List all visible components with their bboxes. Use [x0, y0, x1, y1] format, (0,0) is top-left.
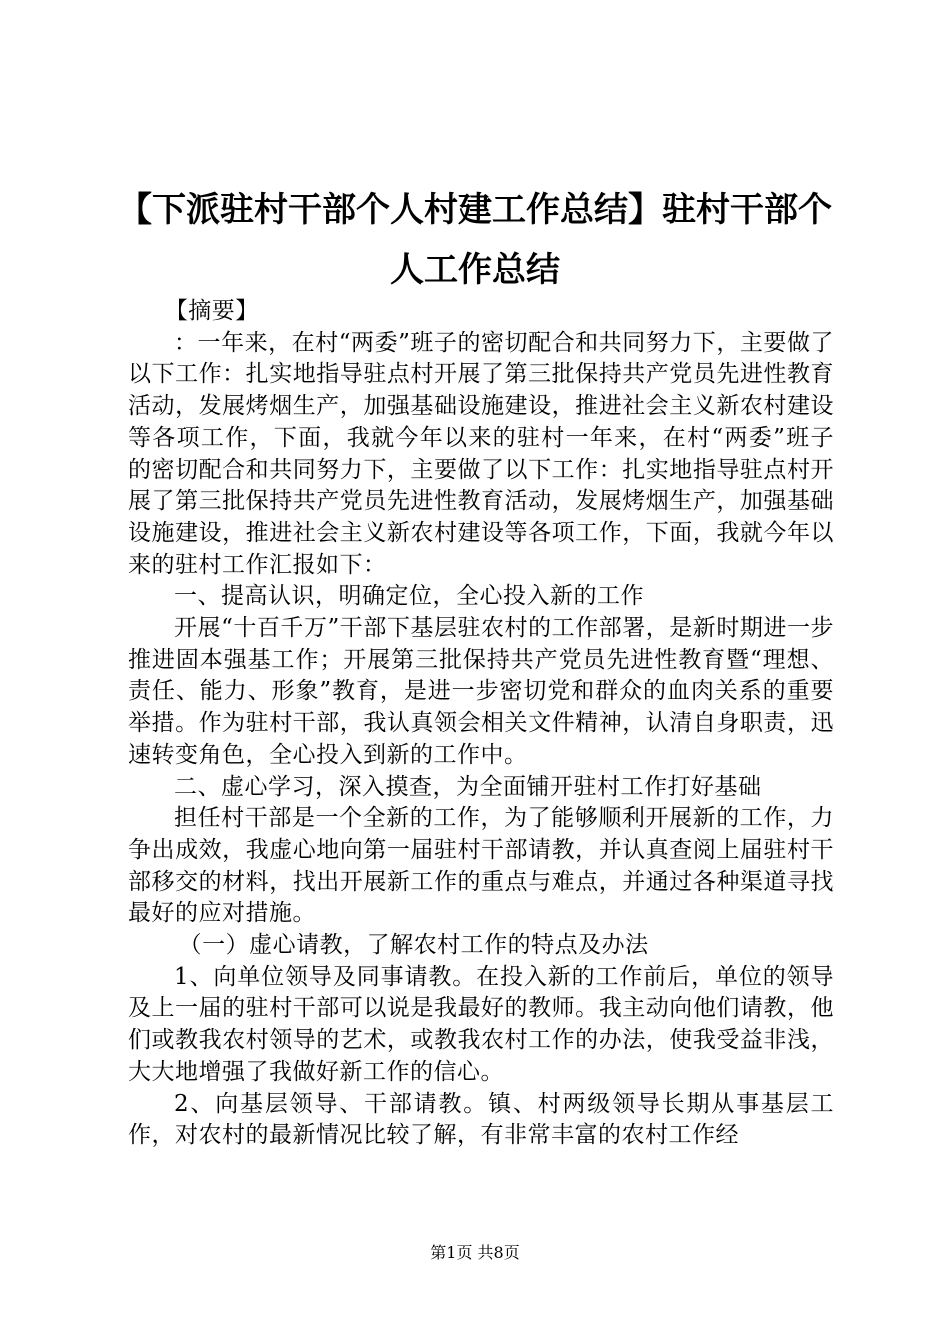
abstract-label: 【摘要】 [164, 298, 259, 324]
section-1-paragraph: 开展“十百千万”干部下基层驻农村的工作部署，是新时期进一步推进固本强基工作；开展第三批保持共产党员先进性教育暨“理想、责任、能力、形象”教育，是进一步密切党和群众的血肉关系的重要举措。作为驻村干部，我认真领会相关文件精神，认清自身职责，迅速转变角色，全心投入到新的工作中。 [128, 615, 834, 768]
page-footer: 第1页 共8页 [430, 1243, 520, 1262]
item-2-paragraph: 2、向基层领导、干部请教。镇、村两级领导长期从事基层工作，对农村的最新情况比较了解，有非常丰富的农村工作经 [128, 1090, 834, 1149]
document-body [128, 296, 834, 1152]
section-2-paragraph: 担任村干部是一个全新的工作，为了能够顺利开展新的工作，力争出成效，我虚心地向第一届驻村干部请教，并认真查阅上届驻村干部移交的材料，找出开展新工作的重点与难点，并通过各种渠道寻找最好的应对措施。 [128, 805, 834, 927]
document-title: 【下派驻村干部个人村建工作总结】驻村干部个人工作总结 [118, 190, 832, 290]
item-1-paragraph: 1、向单位领导及同事请教。在投入新的工作前后，单位的领导及上一届的驻村干部可以说是我最好的教师。我主动向他们请教，他们或教我农村领导的艺术，或教我农村工作的办法，使我受益非浅，大大地增强了我做好新工作的信心。 [128, 963, 834, 1085]
section-heading-2: 二、虚心学习，深入摸查，为全面铺开驻村工作打好基础 [174, 773, 762, 800]
abstract-paragraph: ：一年来，在村“两委”班子的密切配合和共同努力下，主要做了以下工作：扎实地指导驻点村开展了第三批保持共产党员先进性教育活动，发展烤烟生产，加强基础设施建设，推进社会主义新农村建设等各项工作，下面，我就今年以来的驻村一年来，在村“两委”班子的密切配合和共同努力下，主要做了以下工作：扎实地指导驻点村开展了第三批保持共产党员先进性教育活动，发展烤烟生产，加强基础设施建设，推进社会主义新农村建设等各项工作，下面，我就今年以来的驻村工作汇报如下： [128, 329, 834, 578]
subsection-heading-1: （一）虚心请教，了解农村工作的特点及办法 [178, 932, 649, 959]
section-heading-1: 一、提高认识，明确定位，全心投入新的工作 [174, 583, 644, 610]
